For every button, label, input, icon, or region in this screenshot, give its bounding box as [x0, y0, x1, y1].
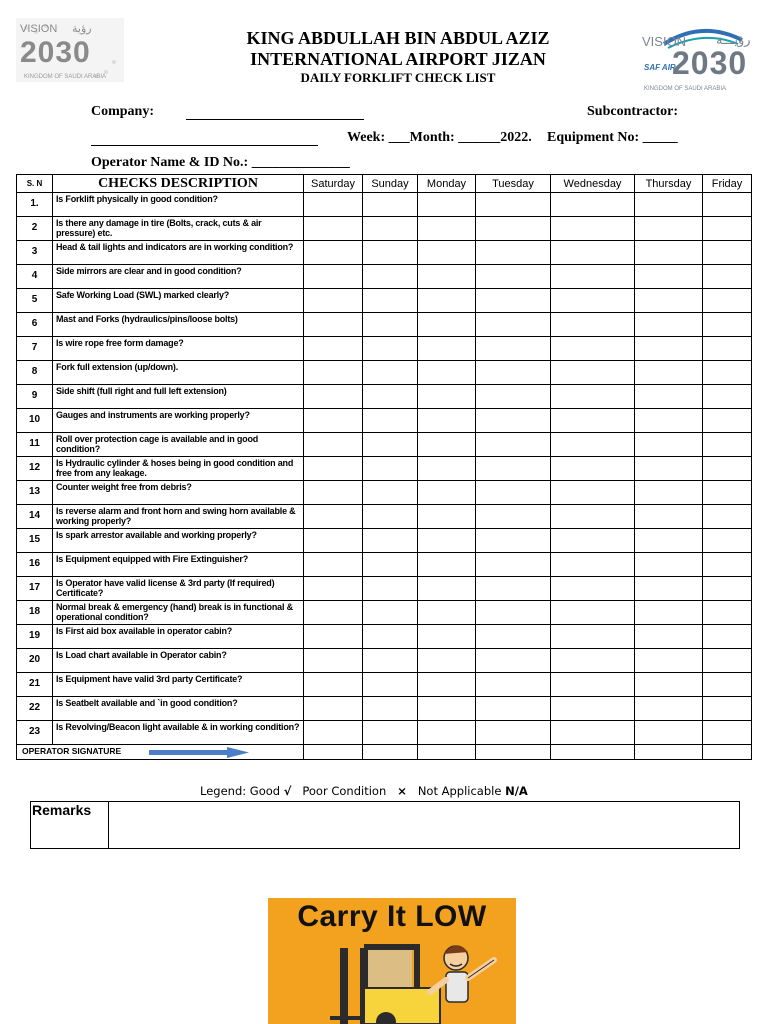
- check-cell-monday[interactable]: [418, 241, 476, 265]
- row-check-description: Side shift (full right and full left extension): [53, 385, 304, 409]
- check-cell-friday[interactable]: [703, 361, 752, 385]
- check-cell-friday[interactable]: [703, 337, 752, 361]
- row-check-description: Safe Working Load (SWL) marked clearly?: [53, 289, 304, 313]
- check-cell-saturday[interactable]: [304, 625, 363, 649]
- check-cell-sunday[interactable]: [363, 649, 418, 673]
- row-check-description: Is Forklift physically in good condition?: [53, 193, 304, 217]
- check-cell-friday[interactable]: [703, 721, 752, 745]
- check-cell-tuesday[interactable]: [476, 241, 551, 265]
- check-cell-thursday[interactable]: [635, 313, 703, 337]
- arrow-right-icon: [149, 747, 249, 758]
- vision-number: 2030: [672, 45, 748, 81]
- vision-2030-logo: [16, 18, 124, 82]
- check-cell-wednesday[interactable]: [551, 529, 635, 553]
- check-cell-thursday[interactable]: [635, 553, 703, 577]
- check-cell-monday[interactable]: [418, 481, 476, 505]
- check-cell-wednesday[interactable]: [551, 313, 635, 337]
- check-cell-thursday[interactable]: [635, 289, 703, 313]
- row-serial-number: 8: [17, 361, 53, 385]
- table-row: [17, 409, 752, 433]
- check-cell-sunday[interactable]: [363, 337, 418, 361]
- check-cell-saturday[interactable]: [304, 361, 363, 385]
- check-cell-wednesday[interactable]: [551, 361, 635, 385]
- table-row: [17, 241, 752, 265]
- check-cell-saturday[interactable]: [304, 577, 363, 601]
- row-check-description: Gauges and instruments are working properly?: [53, 409, 304, 433]
- row-serial-number: 12: [17, 457, 53, 481]
- table-row: [17, 457, 752, 481]
- check-cell-sunday[interactable]: [363, 457, 418, 481]
- header-thursday: Thursday: [635, 175, 703, 193]
- row-check-description: Normal break & emergency (hand) break is in functional & operational condition?: [53, 601, 304, 625]
- check-cell-sunday[interactable]: [363, 313, 418, 337]
- row-serial-number: 14: [17, 505, 53, 529]
- week-month-line: Week: ___Month: ______2022.: [347, 130, 532, 145]
- row-check-description: Mast and Forks (hydraulics/pins/loose bolts): [53, 313, 304, 337]
- check-cell-thursday[interactable]: [635, 673, 703, 697]
- legend-good-mark: √: [283, 784, 292, 798]
- poster-title: Carry It LOW: [297, 900, 487, 933]
- check-cell-monday[interactable]: [418, 385, 476, 409]
- table-row: [17, 721, 752, 745]
- check-cell-thursday[interactable]: [635, 721, 703, 745]
- row-check-description: Roll over protection cage is available and in good condition?: [53, 433, 304, 457]
- checklist-subtitle: DAILY FORKLIFT CHECK LIST: [300, 70, 496, 85]
- operator-signature-label: OPERATOR SIGNATURE: [22, 746, 122, 756]
- check-cell-tuesday[interactable]: [476, 481, 551, 505]
- check-cell-saturday[interactable]: [304, 553, 363, 577]
- signature-sunday[interactable]: [363, 745, 418, 760]
- check-cell-friday[interactable]: [703, 505, 752, 529]
- check-cell-monday[interactable]: [418, 577, 476, 601]
- check-cell-monday[interactable]: [418, 505, 476, 529]
- check-cell-tuesday[interactable]: [476, 577, 551, 601]
- header-sunday: Sunday: [363, 175, 418, 193]
- check-cell-monday[interactable]: [418, 601, 476, 625]
- check-cell-friday[interactable]: [703, 409, 752, 433]
- check-cell-saturday[interactable]: [304, 457, 363, 481]
- row-serial-number: 5: [17, 289, 53, 313]
- check-cell-tuesday[interactable]: [476, 649, 551, 673]
- check-cell-sunday[interactable]: [363, 193, 418, 217]
- check-cell-thursday[interactable]: [635, 625, 703, 649]
- check-cell-sunday[interactable]: [363, 529, 418, 553]
- check-cell-tuesday[interactable]: [476, 457, 551, 481]
- check-cell-thursday[interactable]: [635, 505, 703, 529]
- vision-caption: KINGDOM OF SAUDI ARABIA: [644, 86, 727, 92]
- table-row: [17, 313, 752, 337]
- table-row: [17, 385, 752, 409]
- signature-monday[interactable]: [418, 745, 476, 760]
- check-cell-thursday[interactable]: [635, 409, 703, 433]
- table-row: [17, 481, 752, 505]
- check-cell-monday[interactable]: [418, 529, 476, 553]
- check-cell-sunday[interactable]: [363, 601, 418, 625]
- check-cell-tuesday[interactable]: [476, 361, 551, 385]
- legend-good: Good: [249, 784, 281, 798]
- table-row: [17, 649, 752, 673]
- check-cell-wednesday[interactable]: [551, 433, 635, 457]
- check-cell-saturday[interactable]: [304, 721, 363, 745]
- check-cell-sunday[interactable]: [363, 241, 418, 265]
- check-cell-wednesday[interactable]: [551, 409, 635, 433]
- row-check-description: Is wire rope free form damage?: [53, 337, 304, 361]
- row-check-description: Is Equipment equipped with Fire Extinguisher?: [53, 553, 304, 577]
- check-cell-monday[interactable]: [418, 673, 476, 697]
- check-cell-sunday[interactable]: [363, 577, 418, 601]
- check-cell-friday[interactable]: [703, 481, 752, 505]
- row-serial-number: 11: [17, 433, 53, 457]
- check-cell-wednesday[interactable]: [551, 385, 635, 409]
- check-cell-wednesday[interactable]: [551, 625, 635, 649]
- table-row: [17, 697, 752, 721]
- header-description: CHECKS DESCRIPTION: [53, 175, 304, 193]
- check-cell-thursday[interactable]: [635, 241, 703, 265]
- check-cell-saturday[interactable]: [304, 601, 363, 625]
- check-cell-friday[interactable]: [703, 673, 752, 697]
- forklift-checklist-table: [16, 174, 752, 760]
- row-serial-number: 1.: [17, 193, 53, 217]
- check-cell-thursday[interactable]: [635, 265, 703, 289]
- check-cell-monday[interactable]: [418, 361, 476, 385]
- check-cell-sunday[interactable]: [363, 625, 418, 649]
- check-cell-friday[interactable]: [703, 625, 752, 649]
- legend-poor-mark: ×: [397, 784, 407, 798]
- check-cell-wednesday[interactable]: [551, 337, 635, 361]
- check-cell-wednesday[interactable]: [551, 649, 635, 673]
- check-cell-friday[interactable]: [703, 313, 752, 337]
- carry-it-low-poster: [268, 898, 516, 1024]
- row-serial-number: 16: [17, 553, 53, 577]
- header-friday: Friday: [703, 175, 752, 193]
- signature-tuesday[interactable]: [476, 745, 551, 760]
- signature-saturday[interactable]: [304, 745, 363, 760]
- check-cell-monday[interactable]: [418, 721, 476, 745]
- check-cell-tuesday[interactable]: [476, 217, 551, 241]
- check-cell-friday[interactable]: [703, 601, 752, 625]
- check-cell-thursday[interactable]: [635, 601, 703, 625]
- check-cell-monday[interactable]: [418, 697, 476, 721]
- row-check-description: Is First aid box available in operator cabin?: [53, 625, 304, 649]
- row-check-description: Is Load chart available in Operator cabin?: [53, 649, 304, 673]
- title-line-2: INTERNATIONAL AIRPORT JIZAN: [250, 49, 546, 69]
- vision-caption: KINGDOM OF SAUDI ARABIA: [24, 74, 107, 80]
- table-header-row: [17, 175, 752, 193]
- check-cell-wednesday[interactable]: [551, 265, 635, 289]
- row-serial-number: 13: [17, 481, 53, 505]
- check-cell-saturday[interactable]: [304, 433, 363, 457]
- check-cell-monday[interactable]: [418, 313, 476, 337]
- check-cell-sunday[interactable]: [363, 673, 418, 697]
- row-serial-number: 7: [17, 337, 53, 361]
- check-cell-thursday[interactable]: [635, 217, 703, 241]
- check-cell-wednesday[interactable]: [551, 289, 635, 313]
- check-cell-tuesday[interactable]: [476, 385, 551, 409]
- check-cell-thursday[interactable]: [635, 193, 703, 217]
- vision-2030-saf-logo: [642, 22, 766, 92]
- check-cell-sunday[interactable]: [363, 481, 418, 505]
- check-cell-sunday[interactable]: [363, 697, 418, 721]
- vision-number: 2030: [20, 36, 91, 69]
- check-cell-saturday[interactable]: [304, 193, 363, 217]
- check-cell-wednesday[interactable]: [551, 241, 635, 265]
- check-cell-thursday[interactable]: [635, 385, 703, 409]
- row-serial-number: 6: [17, 313, 53, 337]
- check-cell-monday[interactable]: [418, 553, 476, 577]
- check-cell-wednesday[interactable]: [551, 673, 635, 697]
- check-cell-tuesday[interactable]: [476, 409, 551, 433]
- signature-wednesday[interactable]: [551, 745, 635, 760]
- row-serial-number: 22: [17, 697, 53, 721]
- check-cell-saturday[interactable]: [304, 217, 363, 241]
- row-serial-number: 18: [17, 601, 53, 625]
- check-cell-monday[interactable]: [418, 433, 476, 457]
- check-cell-monday[interactable]: [418, 217, 476, 241]
- check-cell-saturday[interactable]: [304, 649, 363, 673]
- check-cell-saturday[interactable]: [304, 337, 363, 361]
- row-check-description: Is Revolving/Beacon light available & in working condition?: [53, 721, 304, 745]
- check-cell-friday[interactable]: [703, 577, 752, 601]
- check-cell-saturday[interactable]: [304, 529, 363, 553]
- check-cell-wednesday[interactable]: [551, 697, 635, 721]
- subcontractor-field[interactable]: [91, 145, 318, 146]
- check-cell-wednesday[interactable]: [551, 721, 635, 745]
- check-cell-saturday[interactable]: [304, 697, 363, 721]
- check-cell-sunday[interactable]: [363, 409, 418, 433]
- row-serial-number: 15: [17, 529, 53, 553]
- check-cell-tuesday[interactable]: [476, 313, 551, 337]
- check-cell-tuesday[interactable]: [476, 337, 551, 361]
- check-cell-monday[interactable]: [418, 337, 476, 361]
- legend: [200, 784, 600, 798]
- check-cell-tuesday[interactable]: [476, 289, 551, 313]
- check-cell-tuesday[interactable]: [476, 721, 551, 745]
- row-check-description: Is there any damage in tire (Bolts, crack, cuts & air pressure) etc.: [53, 217, 304, 241]
- subcontractor-label: Subcontractor:: [587, 104, 678, 119]
- table-row: [17, 193, 752, 217]
- check-cell-saturday[interactable]: [304, 481, 363, 505]
- row-serial-number: 23: [17, 721, 53, 745]
- check-cell-tuesday[interactable]: [476, 193, 551, 217]
- table-row: [17, 601, 752, 625]
- check-cell-monday[interactable]: [418, 649, 476, 673]
- vision-arabic-text: رؤيـــة: [716, 33, 751, 48]
- table-row: [17, 625, 752, 649]
- check-cell-friday[interactable]: [703, 193, 752, 217]
- check-cell-friday[interactable]: [703, 697, 752, 721]
- legend-poor: Poor Condition: [302, 784, 387, 798]
- remarks-label: Remarks: [31, 802, 109, 848]
- check-cell-saturday[interactable]: [304, 385, 363, 409]
- check-cell-tuesday[interactable]: [476, 433, 551, 457]
- check-cell-friday[interactable]: [703, 289, 752, 313]
- check-cell-tuesday[interactable]: [476, 601, 551, 625]
- check-cell-thursday[interactable]: [635, 481, 703, 505]
- check-cell-saturday[interactable]: [304, 241, 363, 265]
- check-cell-wednesday[interactable]: [551, 481, 635, 505]
- row-check-description: Fork full extension (up/down).: [53, 361, 304, 385]
- table-row: [17, 553, 752, 577]
- operator-signature-row: [17, 745, 752, 760]
- operator-name-label: Operator Name & ID No.: ______________: [91, 155, 350, 170]
- row-serial-number: 3: [17, 241, 53, 265]
- check-cell-sunday[interactable]: [363, 385, 418, 409]
- company-field[interactable]: [186, 119, 364, 120]
- row-check-description: Is Operator have valid license & 3rd party (If required) Certificate?: [53, 577, 304, 601]
- row-check-description: Is Equipment have valid 3rd party Certificate?: [53, 673, 304, 697]
- legend-na: Not Applicable: [417, 784, 502, 798]
- check-cell-friday[interactable]: [703, 385, 752, 409]
- forklift-illustration: [268, 934, 516, 1024]
- table-row: [17, 673, 752, 697]
- table-row: [17, 289, 752, 313]
- check-cell-thursday[interactable]: [635, 457, 703, 481]
- check-cell-sunday[interactable]: [363, 553, 418, 577]
- check-cell-tuesday[interactable]: [476, 625, 551, 649]
- check-cell-wednesday[interactable]: [551, 601, 635, 625]
- check-cell-thursday[interactable]: [635, 649, 703, 673]
- check-cell-monday[interactable]: [418, 265, 476, 289]
- check-cell-thursday[interactable]: [635, 529, 703, 553]
- check-cell-monday[interactable]: [418, 193, 476, 217]
- check-cell-thursday[interactable]: [635, 577, 703, 601]
- vision-arabic-text: رؤية: [72, 22, 92, 35]
- check-cell-thursday[interactable]: [635, 697, 703, 721]
- header-sn: S. N: [17, 175, 53, 193]
- check-cell-friday[interactable]: [703, 457, 752, 481]
- table-row: [17, 265, 752, 289]
- check-cell-friday[interactable]: [703, 241, 752, 265]
- table-row: [17, 577, 752, 601]
- row-serial-number: 20: [17, 649, 53, 673]
- check-cell-sunday[interactable]: [363, 265, 418, 289]
- row-check-description: Is Seatbelt available and `in good condition?: [53, 697, 304, 721]
- check-cell-friday[interactable]: [703, 217, 752, 241]
- check-cell-sunday[interactable]: [363, 217, 418, 241]
- check-cell-wednesday[interactable]: [551, 577, 635, 601]
- check-cell-tuesday[interactable]: [476, 553, 551, 577]
- legend-label: Legend:: [200, 784, 247, 798]
- equipment-number-label: Equipment No: _____: [547, 130, 678, 145]
- row-serial-number: 21: [17, 673, 53, 697]
- table-row: [17, 361, 752, 385]
- check-cell-tuesday[interactable]: [476, 673, 551, 697]
- check-cell-wednesday[interactable]: [551, 193, 635, 217]
- row-check-description: Is reverse alarm and front horn and swing horn available & working properly?: [53, 505, 304, 529]
- check-cell-sunday[interactable]: [363, 289, 418, 313]
- row-serial-number: 10: [17, 409, 53, 433]
- check-cell-friday[interactable]: [703, 433, 752, 457]
- check-cell-thursday[interactable]: [635, 361, 703, 385]
- table-row: [17, 433, 752, 457]
- row-serial-number: 2: [17, 217, 53, 241]
- remarks-box[interactable]: [30, 801, 740, 849]
- table-row: [17, 337, 752, 361]
- check-cell-thursday[interactable]: [635, 433, 703, 457]
- check-cell-friday[interactable]: [703, 265, 752, 289]
- check-cell-sunday[interactable]: [363, 721, 418, 745]
- check-cell-saturday[interactable]: [304, 409, 363, 433]
- row-check-description: Head & tail lights and indicators are in working condition?: [53, 241, 304, 265]
- check-cell-tuesday[interactable]: [476, 505, 551, 529]
- check-cell-monday[interactable]: [418, 409, 476, 433]
- check-cell-sunday[interactable]: [363, 505, 418, 529]
- check-cell-friday[interactable]: [703, 553, 752, 577]
- row-check-description: Is spark arrestor available and working properly?: [53, 529, 304, 553]
- row-serial-number: 4: [17, 265, 53, 289]
- header-monday: Monday: [418, 175, 476, 193]
- check-cell-wednesday[interactable]: [551, 505, 635, 529]
- row-serial-number: 19: [17, 625, 53, 649]
- check-cell-monday[interactable]: [418, 289, 476, 313]
- check-cell-tuesday[interactable]: [476, 265, 551, 289]
- legend-na-mark: N/A: [505, 784, 528, 798]
- check-cell-friday[interactable]: [703, 529, 752, 553]
- vision-text: VISION: [20, 23, 58, 35]
- row-serial-number: 9: [17, 385, 53, 409]
- header-tuesday: Tuesday: [476, 175, 551, 193]
- check-cell-wednesday[interactable]: [551, 457, 635, 481]
- signature-friday[interactable]: [703, 745, 752, 760]
- check-cell-tuesday[interactable]: [476, 529, 551, 553]
- check-cell-tuesday[interactable]: [476, 697, 551, 721]
- check-cell-saturday[interactable]: [304, 289, 363, 313]
- saf-company-text: SAF AIR: [644, 63, 676, 72]
- signature-thursday[interactable]: [635, 745, 703, 760]
- check-cell-monday[interactable]: [418, 625, 476, 649]
- check-cell-saturday[interactable]: [304, 265, 363, 289]
- check-cell-saturday[interactable]: [304, 505, 363, 529]
- header-wednesday: Wednesday: [551, 175, 635, 193]
- check-cell-wednesday[interactable]: [551, 553, 635, 577]
- check-cell-monday[interactable]: [418, 457, 476, 481]
- check-cell-sunday[interactable]: [363, 361, 418, 385]
- check-cell-saturday[interactable]: [304, 673, 363, 697]
- operator-signature-cell: [17, 745, 304, 760]
- table-row: [17, 529, 752, 553]
- row-check-description: Is Hydraulic cylinder & hoses being in good condition and free from any leakage.: [53, 457, 304, 481]
- table-row: [17, 505, 752, 529]
- row-check-description: Side mirrors are clear and in good condition?: [53, 265, 304, 289]
- table-row: [17, 217, 752, 241]
- check-cell-thursday[interactable]: [635, 337, 703, 361]
- check-cell-saturday[interactable]: [304, 313, 363, 337]
- row-serial-number: 17: [17, 577, 53, 601]
- company-label: Company:: [91, 104, 155, 119]
- check-cell-friday[interactable]: [703, 649, 752, 673]
- header-saturday: Saturday: [304, 175, 363, 193]
- check-cell-wednesday[interactable]: [551, 217, 635, 241]
- vision-text: VISION: [642, 34, 687, 49]
- row-check-description: Counter weight free from debris?: [53, 481, 304, 505]
- check-cell-sunday[interactable]: [363, 433, 418, 457]
- title-line-1: KING ABDULLAH BIN ABDUL AZIZ: [246, 28, 550, 48]
